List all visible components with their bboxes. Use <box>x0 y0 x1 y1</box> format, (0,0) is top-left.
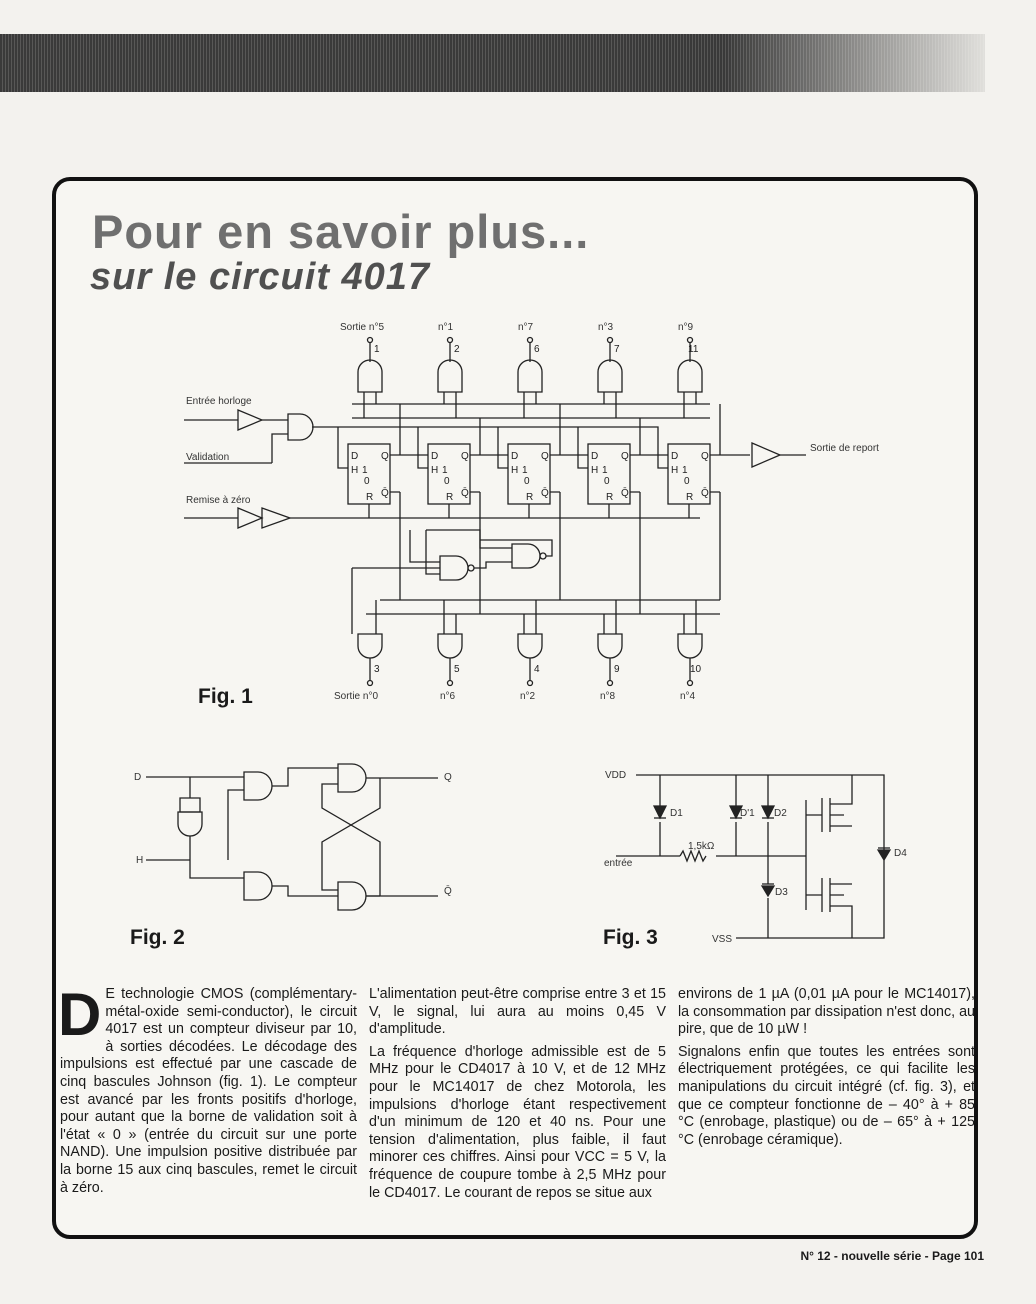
fig3-input-label: entrée <box>604 858 633 869</box>
fig1-bottom-label-2: n°2 <box>520 691 536 702</box>
ff3-zero: 0 <box>524 476 530 487</box>
fig1-input-clock: Entrée horloge <box>186 396 252 407</box>
ff4-qbar: Q̄ <box>621 488 629 499</box>
col3-paragraph-2: Signalons enfin que toutes les entrées sont électriquement protégées, ce qui facilite les manipulations du circuit intégré (cf. fig. 3), et que ce compteur fonctionne de – 40° à + 85 °C (enrobage, plastique) ou de – 65° à + 125 °C (enrobage céramique). <box>678 1043 975 1148</box>
fig1-input-enable: Validation <box>186 452 230 463</box>
article-title: Pour en savoir plus... <box>92 205 590 258</box>
ff5-qbar: Q̄ <box>701 488 709 499</box>
col1-paragraph-1: E technologie CMOS (complémentary-métal-oxide semi-conductor), le circuit 4017 est un compteur diviseur par 10, à sorties décodées. Le décodage des impulsions est effectué par une cascade de cinq bascules Johnson (fig. 1). Le compteur est avancé par les fronts positifs d'horloge, pour autant que la borne de validation soit à l'état « 0 » (entrée du circuit sur une porte NAND). Une impulsion positive distribuée par la borne 15 aux cinq bascules, remet le circuit à zéro. <box>60 986 357 1196</box>
col2-paragraph-1: L'alimentation peut-être comprise entre 3 et 15 V, le signal, lui aura au moins 0,45 V d'amplitude. <box>369 986 666 1038</box>
fig1-top-pin-2: 6 <box>534 344 540 355</box>
ff1-d: D <box>351 451 359 462</box>
col2-paragraph-2: La fréquence d'horloge admissible est de 5 MHz pour le CD4017 à 10 V, et de 12 MHz pour le MC14017 de chez Motorola, les impulsions d'horloge étant respectivement d'un minimum de 120 et 40 ns. Pour une tension d'alimentation, plus faible, il faut minorer ces chiffres. Ainsi pour VCC = 5 V, la fréquence de coupure tombe à 2,5 MHz pour le CD4017. Le courant de repos se situe aux <box>369 1043 666 1201</box>
fig1-top-pin-1: 2 <box>454 344 460 355</box>
ff1-r: R <box>366 492 374 503</box>
fig3-d1p-label: D'1 <box>740 808 755 819</box>
fig1-bottom-pin-4: 10 <box>690 664 702 675</box>
fig1-caption: Fig. 1 <box>198 685 253 708</box>
ff5-q: Q <box>701 451 709 462</box>
ff2-h: H <box>431 465 439 476</box>
ff2-r: R <box>446 492 454 503</box>
fig3-vss-label: VSS <box>712 934 733 945</box>
ff2-one: 1 <box>442 465 448 476</box>
fig3-d4-label: D4 <box>894 848 907 859</box>
text-column-2 <box>369 986 666 1207</box>
ff4-h: H <box>591 465 599 476</box>
ff4-zero: 0 <box>604 476 610 487</box>
ff3-d: D <box>511 451 519 462</box>
fig2-caption: Fig. 2 <box>130 926 185 949</box>
ff1-qbar: Q̄ <box>381 488 389 499</box>
fig3-diagram <box>604 770 907 945</box>
text-column-3 <box>678 986 975 1154</box>
ff3-one: 1 <box>522 465 528 476</box>
fig3-vdd-label: VDD <box>605 770 627 781</box>
fig1-bottom-label-1: n°6 <box>440 691 456 702</box>
ff4-d: D <box>591 451 599 462</box>
dropcap: D <box>58 981 102 1048</box>
fig1-bottom-label-4: n°4 <box>680 691 696 702</box>
ff1-q: Q <box>381 451 389 462</box>
fig3-d2-label: D2 <box>774 808 787 819</box>
fig1-top-pin-3: 7 <box>614 344 620 355</box>
fig1-top-label-2: n°7 <box>518 322 534 333</box>
fig1-top-pin-4: 11 <box>688 344 699 355</box>
fig2-qbar-label: Q̄ <box>444 886 452 897</box>
fig2-q-label: Q <box>444 772 452 783</box>
fig1-bottom-label-0: Sortie n°0 <box>334 691 379 702</box>
fig1-top-label-1: n°1 <box>438 322 454 333</box>
ff1-one: 1 <box>362 465 368 476</box>
ff3-qbar: Q̄ <box>541 488 549 499</box>
ff5-one: 1 <box>682 465 688 476</box>
fig3-d1-label: D1 <box>670 808 683 819</box>
ff2-d: D <box>431 451 439 462</box>
fig1-top-label-0: Sortie n°5 <box>340 322 385 333</box>
ff3-q: Q <box>541 451 549 462</box>
fig1-top-label-3: n°3 <box>598 322 614 333</box>
page-footer: N° 12 - nouvelle série - Page 101 <box>800 1249 984 1263</box>
ff1-h: H <box>351 465 359 476</box>
ff3-h: H <box>511 465 519 476</box>
fig2-diagram <box>134 764 452 910</box>
article-subtitle: sur le circuit 4017 <box>90 256 431 298</box>
fig1-top-pin-0: 1 <box>374 344 380 355</box>
fig1-carry-out: Sortie de report <box>810 443 879 454</box>
ff5-r: R <box>686 492 694 503</box>
fig1-diagram <box>184 322 879 702</box>
col3-paragraph-1: environs de 1 µA (0,01 µA pour le MC14017), la consommation par dissipation n'est donc, au pire, que de 10 µW ! <box>678 986 975 1038</box>
fig1-bottom-pin-0: 3 <box>374 664 380 675</box>
fig1-input-reset: Remise à zéro <box>186 495 251 506</box>
fig3-d3-label: D3 <box>775 887 788 898</box>
fig1-bottom-pin-3: 9 <box>614 664 620 675</box>
ff2-zero: 0 <box>444 476 450 487</box>
ff5-zero: 0 <box>684 476 690 487</box>
fig2-d-label: D <box>134 772 142 783</box>
ff3-r: R <box>526 492 534 503</box>
text-column-1 <box>58 981 357 1202</box>
fig1-flipflops <box>338 404 750 614</box>
fig2-h-label: H <box>136 855 144 866</box>
ff2-qbar: Q̄ <box>461 488 469 499</box>
fig3-caption: Fig. 3 <box>603 926 658 949</box>
ff5-h: H <box>671 465 679 476</box>
ff4-one: 1 <box>602 465 608 476</box>
fig3-resistor-label: 1,5kΩ <box>688 841 715 852</box>
ff1-zero: 0 <box>364 476 370 487</box>
ff5-d: D <box>671 451 679 462</box>
fig1-bottom-pin-1: 5 <box>454 664 460 675</box>
fig1-bottom-pin-2: 4 <box>534 664 540 675</box>
fig1-bottom-gates <box>358 600 702 686</box>
fig1-bottom-label-3: n°8 <box>600 691 616 702</box>
ff4-r: R <box>606 492 614 503</box>
fig1-top-gates <box>352 338 710 419</box>
ff2-q: Q <box>461 451 469 462</box>
ff4-q: Q <box>621 451 629 462</box>
fig1-top-label-4: n°9 <box>678 322 694 333</box>
